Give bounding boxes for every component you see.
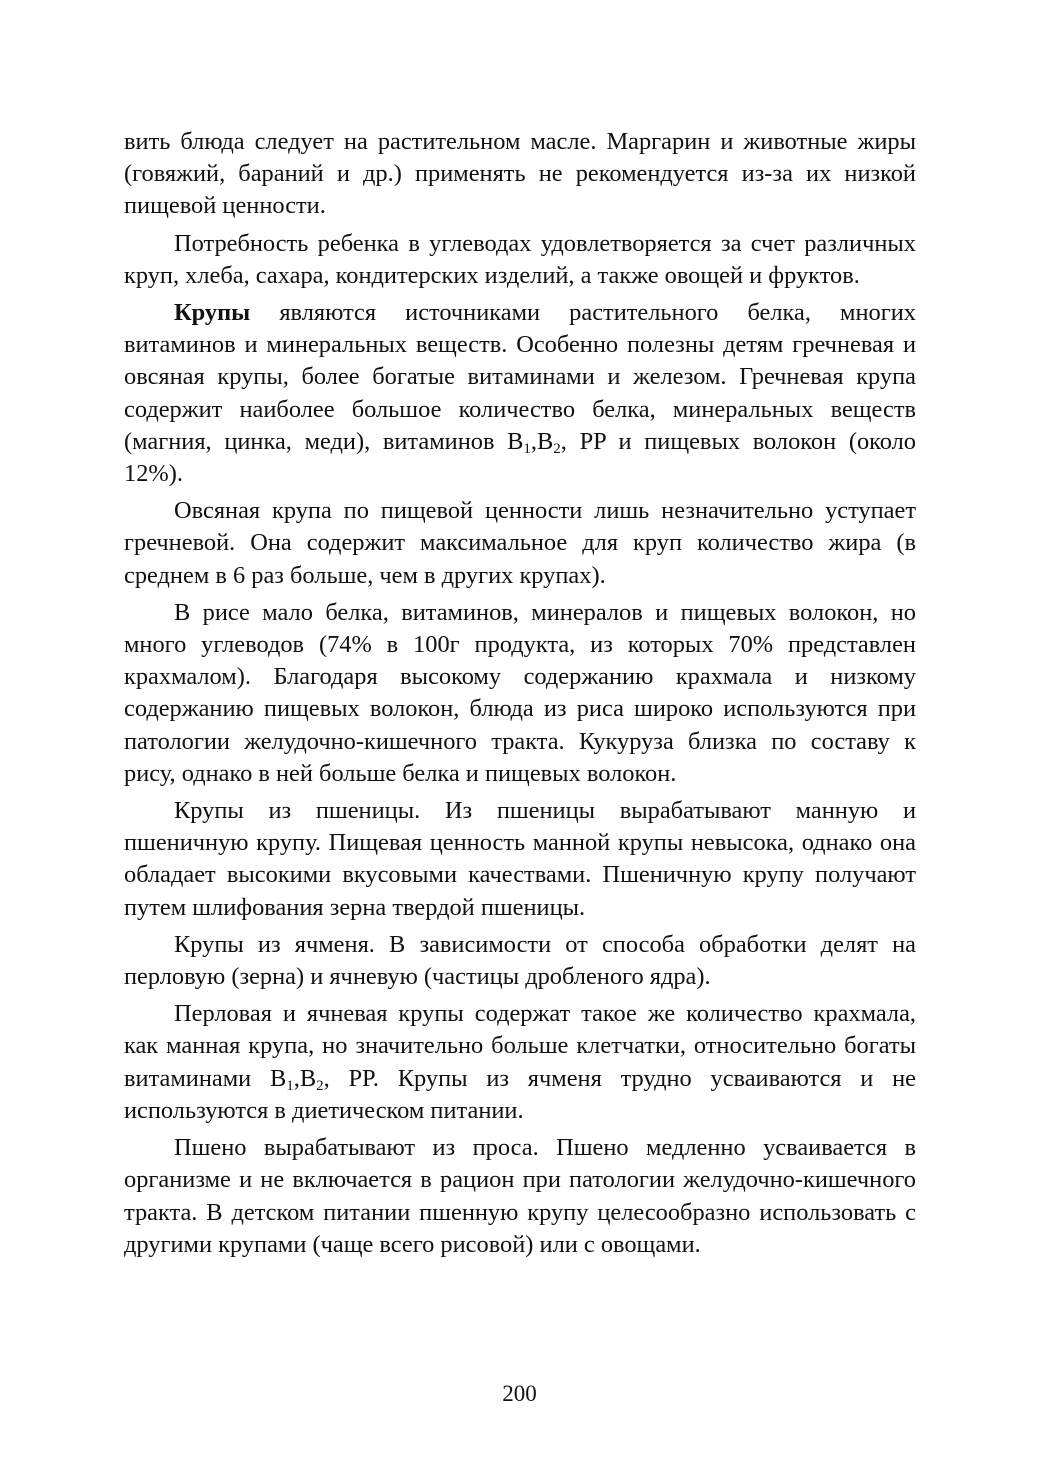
vitamin-subscript: 1 (523, 440, 531, 457)
vitamin-subscript: 2 (316, 1077, 324, 1094)
vitamin-subscript: 1 (286, 1077, 294, 1094)
paragraph-millet: Пшено вырабатывают из проса. Пшено медленно усваивается в организме и не включается в рацион при патологии желудочно-кишечного тракта. В детском питании пшенную крупу целесообразно использовать с другими крупами (чаще всего рисовой) или с овощами. (124, 1134, 916, 1258)
paragraph-groats (124, 297, 916, 490)
paragraph-oats: Овсяная крупа по пищевой ценности лишь незначительно уступает гречневой. Она содержит максимальное для круп количество жира (в среднем в 6 раз больше, чем в других крупах). (124, 497, 916, 589)
paragraph-text-part: ,B (293, 1064, 317, 1092)
paragraph-text-part: , PP. Крупы из ячменя трудно усваиваются и не используются в диетическом питании. (124, 1064, 916, 1124)
paragraph-carbohydrates: Потребность ребенка в углеводах удовлетворяется за счет различных круп, хлеба, сахара, кондитерских изделий, а также овощей и фруктов. (124, 229, 916, 289)
paragraph-text-part: Перловая и ячневая крупы содержат такое же количество крахмала, как манная крупа, но значительно больше клетчатки, относительно богаты витаминами B (124, 1000, 916, 1092)
vitamin-subscript: 2 (553, 440, 561, 457)
paragraph-fats: вить блюда следует на растительном масле. Маргарин и животные жиры (говяжий, бараний и др.) применять не рекомендуется из-за их низкой пищевой ценности. (124, 128, 916, 220)
paragraph-text-part: ,B (530, 427, 554, 455)
page-number: 200 (502, 1381, 537, 1406)
paragraph-pearl-barley (124, 998, 916, 1127)
paragraph-lead-term: Крупы (174, 299, 251, 327)
paragraph-barley: Крупы из ячменя. В зависимости от способа обработки делят на перловую (зерна) и ячневую (частицы дробленого ядра). (124, 930, 916, 991)
paragraph-text-part: , PP и пищевых волокон (около 12%). (124, 427, 916, 488)
paragraph-text-part: являются источниками растительного белка, многих витаминов и минеральных веществ. Особенно полезны детям гречневая и овсяная крупы, более богатые витаминами и железом. Гречневая крупа содержит наиболее большое количество белка, минеральных веществ (магния, цинка, меди), витаминов B (124, 299, 916, 455)
paragraph-rice: В рисе мало белка, витаминов, минералов и пищевых волокон, но много углеводов (74% в 100г продукта, из которых 70% представлен крахмалом). Благодаря высокому содержанию крахмала и низкому содержанию пищевых волокон, блюда из риса широко используются при патологии желудочно-кишечного тракта. Кукуруза близка по составу к рису, однако в ней больше белка и пищевых волокон. (124, 598, 916, 787)
page-body (124, 126, 916, 1261)
paragraph-wheat: Крупы из пшеницы. Из пшеницы вырабатывают манную и пшеничную крупу. Пищевая ценность манной крупы невысока, однако она обладает высокими вкусовыми качествами. Пшеничную крупу получают путем шлифования зерна твердой пшеницы. (124, 797, 916, 921)
